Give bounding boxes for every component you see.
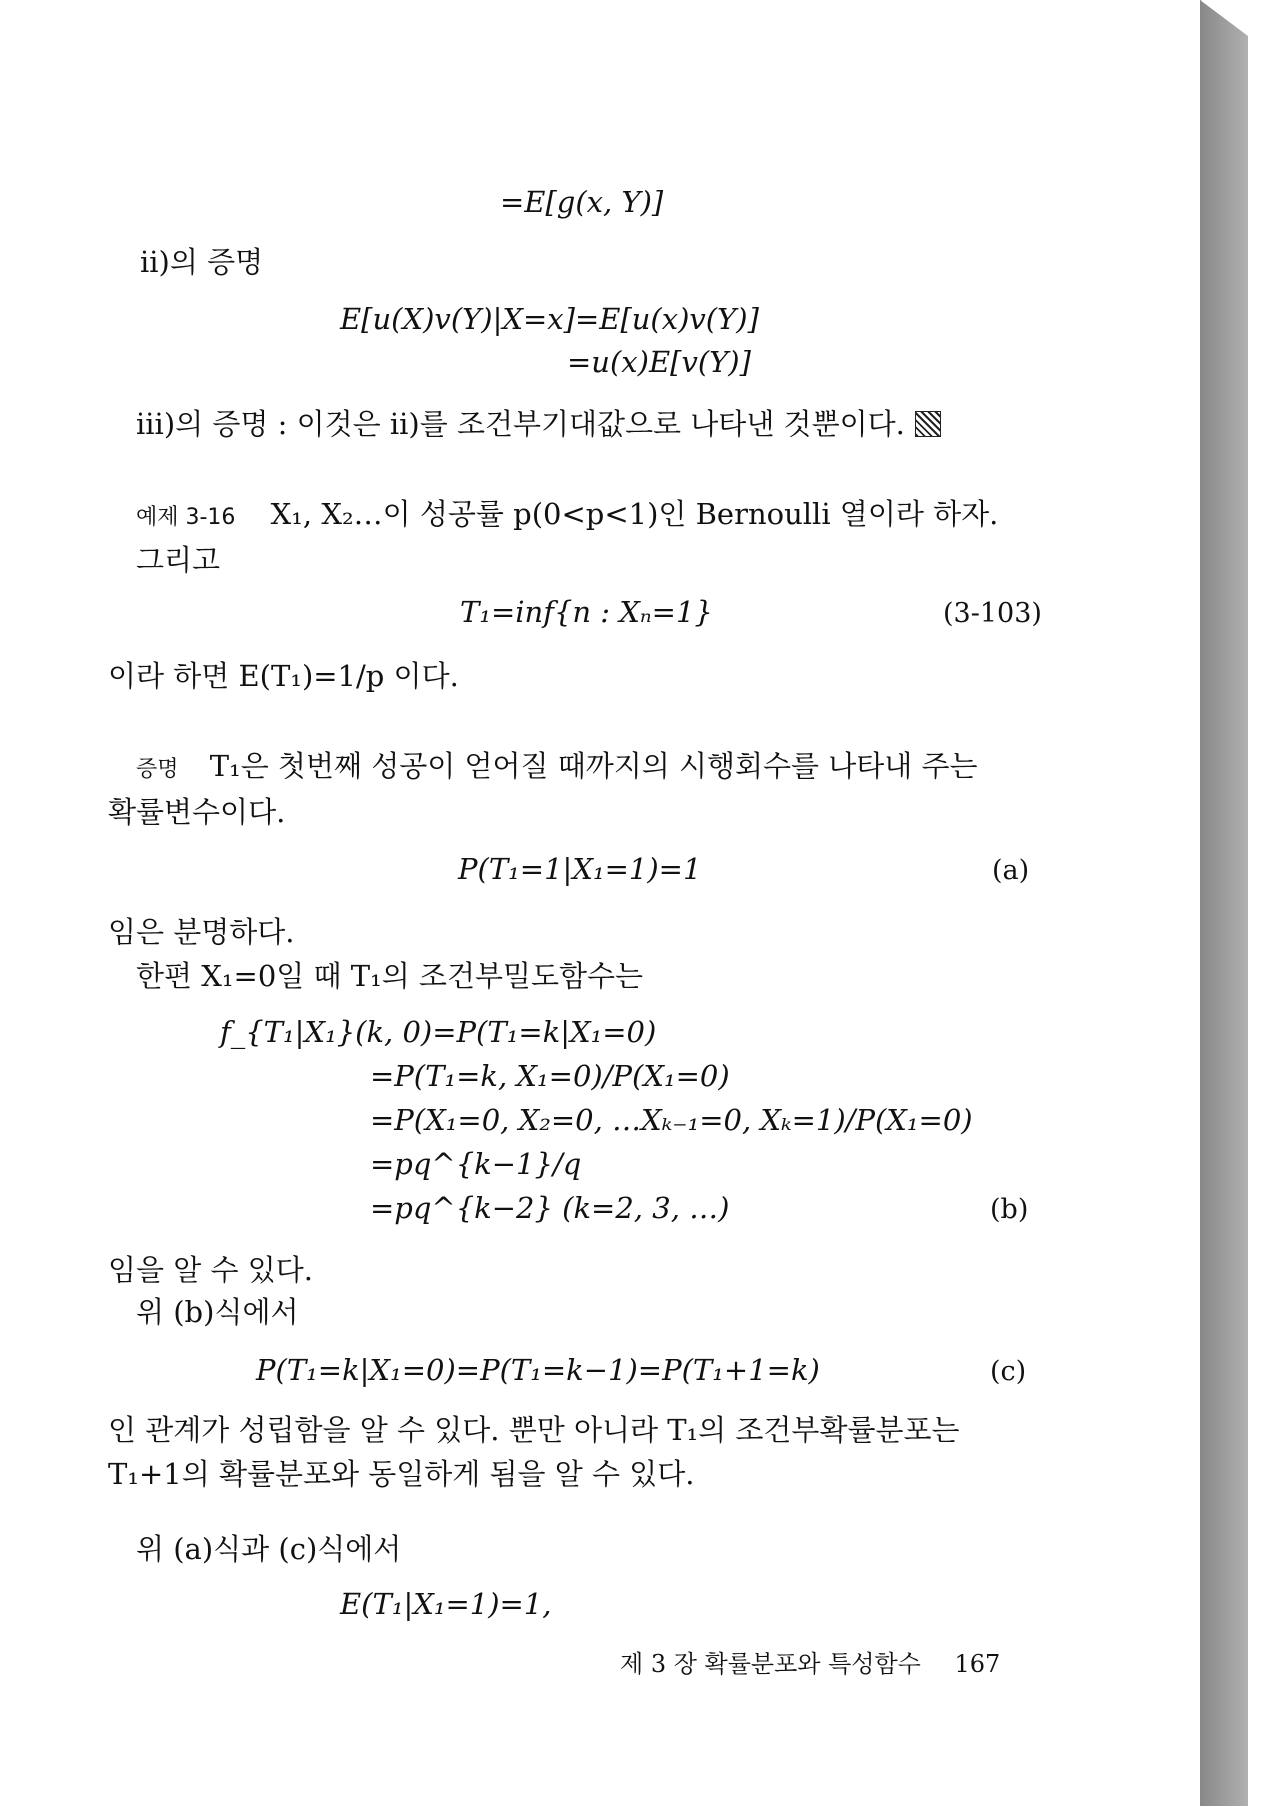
equation-line: =pq^{k−1}/q: [370, 1147, 582, 1181]
text-line: 위 (a)식과 (c)식에서: [136, 1532, 402, 1566]
equation-number: (b): [990, 1194, 1029, 1225]
equation-line: E(T₁|X₁=1)=1,: [340, 1587, 552, 1621]
text-line: X₁, X₂…이 성공률 p(0<p<1)인 Bernoulli 열이라 하자.: [270, 497, 999, 531]
text-line: 임은 분명하다.: [108, 915, 295, 949]
equation-line: E[u(X)v(Y)|X=x]=E[u(x)v(Y)]: [340, 302, 759, 336]
equation-line: P(T₁=k|X₁=0)=P(T₁=k−1)=P(T₁+1=k): [256, 1353, 820, 1387]
equation-line: =P(X₁=0, X₂=0, …Xₖ₋₁=0, Xₖ=1)/P(X₁=0): [370, 1103, 973, 1137]
equation-number: (3-103): [943, 598, 1042, 629]
text-line: 한편 X₁=0일 때 T₁의 조건부밀도함수는: [136, 959, 644, 993]
equation-number: (a): [992, 855, 1030, 886]
equation-line: =pq^{k−2} (k=2, 3, …): [370, 1191, 730, 1225]
example-line: [136, 497, 999, 531]
text-line: iii)의 증명 : 이것은 ii)를 조건부기대값으로 나타낸 것뿐이다.: [136, 407, 905, 441]
equation-line: P(T₁=1|X₁=1)=1: [458, 852, 702, 886]
text-line: 그리고: [136, 543, 221, 577]
qed-icon: [915, 411, 941, 437]
equation-line: =u(x)E[v(Y)]: [567, 345, 751, 379]
text-line: 임을 알 수 있다.: [108, 1253, 313, 1287]
equation-line: f_{T₁|X₁}(k, 0)=P(T₁=k|X₁=0): [220, 1015, 657, 1049]
proof-label: 증명: [136, 757, 179, 782]
example-label: 예제 3-16: [136, 505, 236, 530]
page-number: 167: [954, 1650, 1001, 1678]
chapter-title: 제 3 장 확률분포와 특성함수: [620, 1650, 921, 1678]
equation-line: T₁=inf{n : Xₙ=1}: [460, 595, 713, 629]
text-line: 이라 하면 E(T₁)=1/p 이다.: [108, 659, 459, 693]
text-line: 위 (b)식에서: [136, 1295, 299, 1329]
text-line: T₁+1의 확률분포와 동일하게 됨을 알 수 있다.: [108, 1457, 695, 1491]
proof-line: [136, 749, 978, 783]
text-line: T₁은 첫번째 성공이 얻어질 때까지의 시행회수를 나타내 주는: [209, 749, 978, 783]
equation-number: (c): [990, 1356, 1027, 1387]
running-footer: [620, 1652, 1000, 1676]
proof-sentence-line: [136, 407, 941, 441]
equation-line: =E[g(x, Y)]: [500, 185, 664, 219]
text-line: 인 관계가 성립함을 알 수 있다. 뿐만 아니라 T₁의 조건부확률분포는: [108, 1413, 960, 1447]
text-line: ii)의 증명: [140, 245, 264, 279]
equation-line: =P(T₁=k, X₁=0)/P(X₁=0): [370, 1059, 730, 1093]
text-line: 확률변수이다.: [108, 795, 286, 829]
book-edge: [1200, 0, 1248, 1806]
